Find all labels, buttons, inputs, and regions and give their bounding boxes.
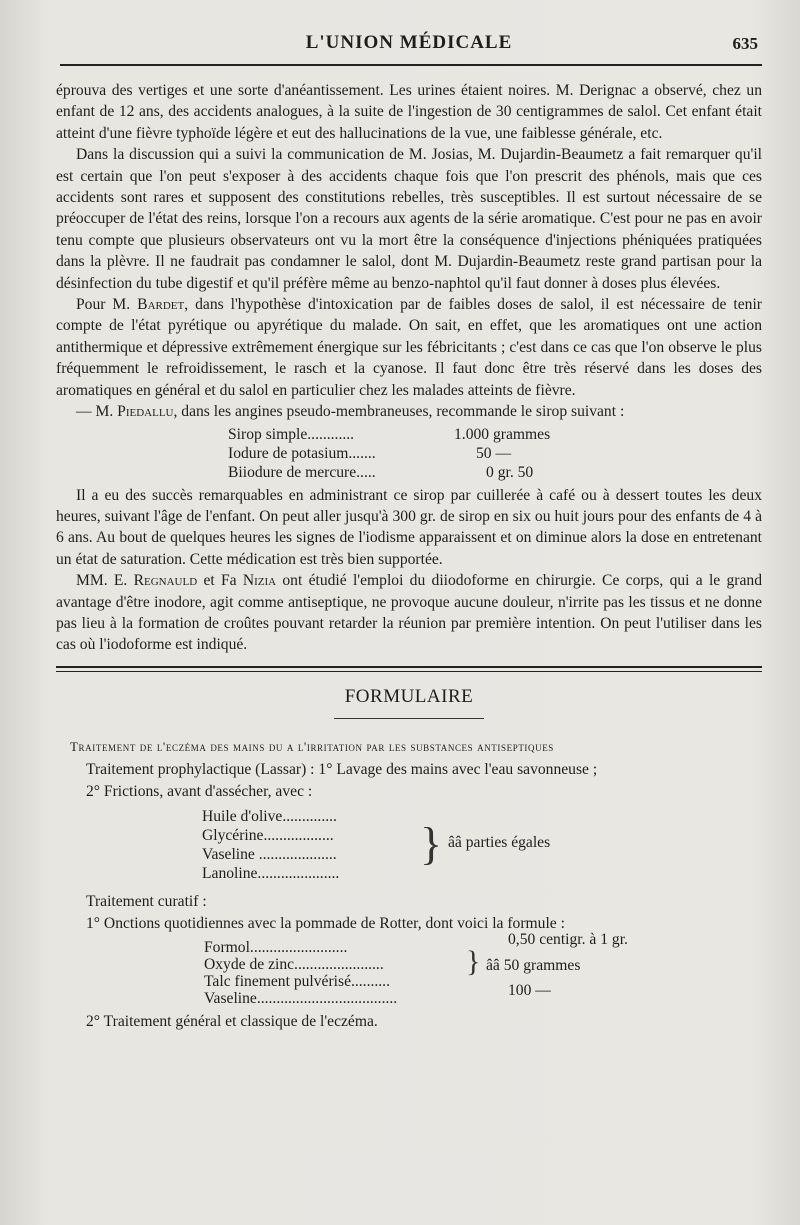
quantity: 100 — <box>508 981 551 999</box>
equal-parts-label: ââ parties égales <box>448 833 551 851</box>
journal-title: L'UNION MÉDICALE <box>305 32 513 53</box>
paragraph-dujardin: Dans la discussion qui a suivi la communication de M. Josias, M. Dujardin-Beaumetz a fait remarquer qu'il est certain que l'on peut s'exposer à des accidents chaque fois que l'on prescrit des phénols, mais que ces accidents sont rares et supposent des constitutions rebelles, très susceptibles. Il est surtout nécessaire de se préoccuper de l'état des reins, lorsque l'on a recours aux agents de la série aromatique. C'est pour ne pas en avoir tenu compte que plusieurs observateurs ont vu la mort être la conséquence d'injections phéniquées pratiquées dans la plèvre. Il ne faudrait pas condamner le salol, dont M. Dujardin-Beaumetz reste grand partisan pour la désinfection du tube digestif et qu'il préfère même au benzo-naphtol qu'il faut donner à doses plus élevées. <box>56 146 762 292</box>
paragraph-piedallu <box>56 401 762 422</box>
brace-glyph: } <box>466 944 481 978</box>
page-number: 635 <box>732 34 758 53</box>
ingredient: Formol......................... <box>204 938 348 956</box>
author-nizia: Nizia <box>242 572 277 590</box>
ingredient: Talc finement pulvérisé.......... <box>204 972 390 990</box>
syrup-quantity: 1.000 grammes <box>454 425 551 443</box>
ingredient: Oxyde de zinc....................... <box>204 955 384 973</box>
curative-title: Traitement curatif : <box>86 892 207 910</box>
prophylactic-line: Traitement prophylactique (Lassar) : 1° Lavage des mains avec l'eau savonneuse ; <box>86 760 598 778</box>
running-head <box>56 30 762 64</box>
syrup-quantity: 0 gr. 50 <box>486 463 534 481</box>
paragraph-derignac: éprouva des vertiges et une sorte d'anéantissement. Les urines étaient noires. M. Derignac a observé, chez un enfant de 12 ans, des accidents analogues, à la suite de l'ingestion de 30 centigrammes de salol. Cet enfant était atteint d'une fièvre typhoïde légère et eut des hallucinations de la vue, une faiblesse générale, etc. <box>56 82 762 142</box>
brace-glyph: } <box>420 817 443 869</box>
rotter-formula <box>56 930 762 1011</box>
frictions-line: 2° Frictions, avant d'assécher, avec : <box>86 782 313 800</box>
rotter-line: 1° Onctions quotidiennes avec la pommade de Rotter, dont voici la formule : <box>86 914 565 932</box>
ingredient: Vaseline.................................... <box>204 989 398 1007</box>
author-bardet: Bardet <box>137 296 185 314</box>
general-treatment-line: 2° Traitement général et classique de l'eczéma. <box>86 1012 378 1030</box>
syrup-ingredient: Biiodure de mercure..... <box>228 463 376 481</box>
regnauld-middle: et Fa <box>197 572 243 590</box>
syrup-formula <box>56 423 762 485</box>
syrup-ingredient: Iodure de potasium....... <box>228 444 376 462</box>
piedallu-prefix: — M. <box>76 403 118 421</box>
recipe-title: Traitement de l'eczéma des mains du a l'irritation par les substances antiseptiques <box>70 738 554 754</box>
formulaire-title: FORMULAIRE <box>344 685 474 707</box>
header-rule <box>60 64 762 66</box>
regnauld-prefix: MM. E. <box>76 572 134 590</box>
title-underline <box>334 718 484 719</box>
ingredient: Glycérine.................. <box>202 826 334 844</box>
paragraph-bardet <box>56 294 762 401</box>
quantity: 0,50 centigr. à 1 gr. <box>508 930 628 948</box>
regnauld-text: ont étudié l'emploi du diiodoforme en chirurgie. Ce corps, qui a le grand avantage d'être inodore, agit comme antiseptique, ne provoque aucune douleur, n'irrite pas les tissus et ne donne pas lieu à la formation de croûtes pouvant retarder la réunion par première intention. On peut l'utiliser dans les cas où l'iodoforme est indiqué. <box>56 572 763 654</box>
paragraph-regnauld <box>56 570 762 656</box>
syrup-quantity: 50 — <box>476 444 512 462</box>
bardet-text: , dans l'hypothèse d'intoxication par de faibles doses de salol, il est nécessaire de tenir compte de l'état pyrétique ou apyrétique du malade. On sait, en effet, que les aromatiques ont une action antithermique et dépressive extrêmement énergique sur les fébricitants ; c'est dans ce cas que l'on observe le plus fréquemment le refroidissement, le rasch et la cyanose. Il faut donc être très réservé dans les doses des aromatiques en général et du salol en particulier chez les malades atteints de fièvre. <box>56 296 762 399</box>
section-divider <box>56 666 762 672</box>
author-regnauld: Regnauld <box>133 572 198 590</box>
ingredient: Huile d'olive.............. <box>202 807 337 825</box>
syrup-ingredient: Sirop simple............ <box>228 425 355 443</box>
quantity: ââ 50 grammes <box>486 956 581 974</box>
piedallu-text: , dans les angines pseudo-membraneuses, recommande le sirop suivant : <box>173 403 625 421</box>
ingredient: Vaseline .................... <box>202 845 337 863</box>
ingredient: Lanoline..................... <box>202 864 340 882</box>
ointment-formula <box>56 803 762 889</box>
author-piedallu: Piedallu <box>117 403 174 421</box>
paragraph-syrup-results: Il a eu des succès remarquables en administrant ce sirop par cuillerée à café ou à dessert toutes les deux heures, suivant l'âge de l'enfant. On peut aller jusqu'à 300 gr. de sirop en six ou huit jours pour des enfants de 4 à 6 ans. Au bout de quelques heures les signes de l'iodisme apparaissent et on diminue alors la dose en entretenant un état de saturation. Cette médication est très bien supportée. <box>56 486 762 568</box>
bardet-prefix: Pour M. <box>76 296 138 314</box>
